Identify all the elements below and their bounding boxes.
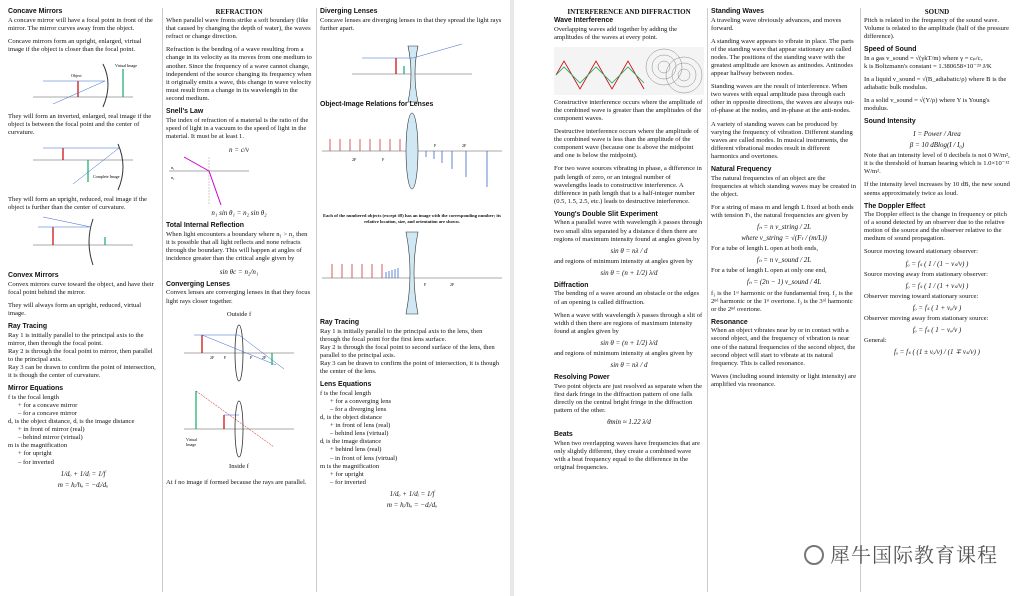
- diverging-lenses-heading: Diverging Lenses: [320, 8, 378, 15]
- doppler-eq-3: fₒ = fₛ ( 1 + vₒ/v ): [912, 303, 962, 312]
- sound-heading: SOUND: [924, 8, 950, 16]
- convex-mirrors-heading: Convex Mirrors: [8, 272, 59, 280]
- svg-text:F: F: [434, 143, 437, 149]
- diffraction-heading: Diffraction: [554, 281, 589, 289]
- sos-solid: In a solid v_sound = √(Y/ρ) where Y is Young's modulus.: [864, 97, 990, 113]
- sw-p1: A traveling wave obviously advances, and moves forward.: [711, 16, 842, 32]
- concave-p4: They will form an upright, reduced, real image if the object is further than the center of curvature.: [8, 196, 147, 212]
- list-item: – for a concave mirror: [18, 409, 77, 417]
- lens-equations-heading: Lens Equations: [320, 381, 372, 389]
- svg-text:F: F: [224, 354, 227, 360]
- resonance-heading: Resonance: [711, 318, 748, 326]
- wave-interference-heading: Wave Interference: [554, 17, 614, 25]
- magnification-equation: m = hᵢ/hₒ = −dᵢ/dₒ: [57, 480, 109, 489]
- res-p1: When an object vibrates near by or in contact with a second object, and the frequency of vibration is near one of the natural frequencies of the second object, the second object will start to vibrate at its natural frequency. This is called resonance.: [711, 327, 856, 367]
- inside-f-label: Inside f: [229, 462, 249, 470]
- diff-p3: and regions of minimum intensity at angles given by: [554, 350, 693, 358]
- svg-text:Virtual: Virtual: [186, 436, 198, 442]
- svg-text:F: F: [382, 157, 385, 163]
- refraction-p2: Refraction is the bending of a wave resulting from a change in its velocity as its moves from one medium to another. Since the frequency of a wave cannot change, independent of the source changing its frequency when it originally emits a wave, this change in wave velocity must result from a change in its wavelength in the second medium.: [166, 46, 312, 102]
- critical-angle-equation: sin θc = n₂/n₁: [219, 267, 259, 276]
- rp-equation: θmin ≈ 1.22 λ/d: [607, 418, 651, 427]
- snell-p1: The index of refraction of a material is the ratio of the speed of light in a vacuum to the speed of light in the material. It must be at least 1.: [166, 116, 309, 140]
- complete-image-label: Complete Image: [93, 174, 120, 180]
- mirror-equation: 1/dₒ + 1/dᵢ = 1/f: [60, 469, 106, 478]
- doppler-case-2: Source moving away from stationary observer:: [864, 270, 988, 278]
- list-item: – behind lens (virtual): [330, 430, 389, 438]
- tir-p1: When light encounters a boundary where n₁ > n₂ then it is possible that all light reflects and none refracts through the boundary. This will happen at angles of incidence greater than the critical angle given by: [166, 230, 308, 262]
- svg-text:F: F: [250, 354, 253, 360]
- concave-mirrors-heading: Concave Mirrors: [8, 8, 63, 15]
- ydse-max-equation: sin θ = nλ / d: [610, 246, 648, 255]
- lens-ray-p3: Ray 3 can be drawn to confirm the point of intersection, it is though the center of the lens.: [320, 360, 500, 376]
- sw-p2: A standing wave appears to vibrate in place. The parts of the standing wave that appear stationary are called nodes. The positions of the standing wave with the greatest amplitude are known as antinodes. Antinodes appear halfway between nodes.: [711, 37, 854, 78]
- svg-text:2F: 2F: [210, 354, 215, 360]
- ray-p3: Ray 3 can be drawn to confirm the point of intersection, it is though the center of curvature.: [8, 364, 156, 380]
- list-item: + for a concave mirror: [18, 401, 78, 409]
- diverging-lens-diagram: [352, 38, 472, 96]
- sos-gas: In a gas v_sound = √(γkT/m) where γ = cₚ/cᵥ: [864, 54, 983, 62]
- list-item: + for upright: [330, 470, 364, 478]
- ray-p2: Ray 2 is through the focal point to mirror, then parallel to the principal axis.: [8, 347, 153, 363]
- doppler-eq-5: fₒ = fₛ ( (1 ± vₒ/v) / (1 ∓ vₛ/v) ): [893, 348, 981, 357]
- doppler-p1: The Doppler effect is the change in frequency or pitch of a sound detected by an observer due to the relative motion of the source and the observer relative to the medium of sound propagation.: [864, 211, 1007, 243]
- virtual-image-label: Virtual Image: [115, 62, 138, 68]
- lens-magnification-equation: m = hᵢ/hₒ = −dᵢ/dₒ: [386, 500, 438, 509]
- standing-waves-heading: Standing Waves: [711, 8, 764, 15]
- svg-text:2F: 2F: [462, 143, 467, 149]
- list-item: + in front of mirror (real): [18, 426, 85, 434]
- wi-p4: For two wave sources vibrating in phase, a difference in path length of zero, or an integral number of wavelengths leads to constructive interference. A difference in path length that is a half-integer number (0.5, 1.5, 2.5, etc.) leads to destructive interference.: [554, 165, 702, 205]
- si-p1: Note that an intensity level of 0 decibels is not 0 W/m², it is the threshold of human hearing which is 1.0×10⁻¹² W/m².: [864, 152, 1010, 176]
- nf-p5: f₁ is the 1ˢᵗ harmonic or the fundamental freq. f₂ is the 2ⁿᵈ harmonic or the 1ˢᵗ overtone. f₃ is the 3ʳᵈ harmonic or the 2ⁿᵈ overtone.: [711, 289, 853, 313]
- index-equation: n = c/v: [229, 145, 249, 154]
- list-item: – behind mirror (virtual): [18, 434, 83, 442]
- doppler-eq-1: fₒ = fₛ ( 1 / (1 − vₛ/v) ): [905, 259, 969, 268]
- object-image-heading: Object-Image Relations for Lenses: [320, 100, 434, 108]
- nf-p4: For a tube of length L open at only one end,: [711, 267, 827, 275]
- doppler-heading: The Doppler Effect: [864, 202, 926, 210]
- concave-p1: A concave mirror will have a focal point in front of the mirror. The mirror curves away from the object.: [8, 16, 153, 32]
- ydse-min-equation: sin θ = (n + 1/2) λ/d: [600, 268, 658, 277]
- list-item: m is the magnification: [8, 442, 68, 450]
- wi-p3: Destructive interference occurs where the amplitude of the combined wave is less than the amplitude of the component wave (because one is above the midpoint and one is below the midpoint).: [554, 128, 699, 160]
- fno-image-note: At f no image if formed because the rays are parallel.: [166, 478, 307, 486]
- wi-p1: Overlapping waves add together by adding the amplitudes of the waves at every point.: [554, 25, 678, 41]
- snell-equation: n₁ sin θ₁ = n₂ sin θ₂: [211, 208, 267, 217]
- right-column-interference: [554, 8, 704, 592]
- conv-p1: Convex lenses are converging lenses in that they focus light rays closer together.: [166, 289, 311, 305]
- sound-p1: Pitch is related to the frequency of the sound wave. Volume is related to the amplitude (half of the pressure difference).: [864, 17, 1010, 41]
- resolving-power-heading: Resolving Power: [554, 374, 610, 382]
- doppler-eq-4: fₒ = fₛ ( 1 − vₒ/v ): [912, 326, 962, 335]
- right-page: [514, 0, 1024, 596]
- concave-real-diagram: [33, 142, 133, 192]
- ydse-p2: and regions of minimum intensity at angles given by: [554, 257, 693, 265]
- interference-pattern-image: [554, 47, 704, 95]
- svg-text:n₂: n₂: [171, 174, 175, 180]
- object-image-caption: Each of the numbered objects (except #8) has an image with the corresponding number; its relative location, size, and orientation are shown.: [323, 213, 501, 224]
- si-p2: If the intensity level increases by 10 dB, the new sound seems approximately twice as loud.: [864, 181, 1010, 197]
- diff-min-equation: sin θ = nλ / d: [610, 361, 648, 370]
- list-item: + for upright: [18, 450, 52, 458]
- diverging-object-image-diagram: [322, 228, 502, 314]
- beats-heading: Beats: [554, 431, 573, 439]
- svg-text:2F: 2F: [262, 354, 267, 360]
- ydse-p1: When a parallel wave with wavelength λ passes through two small slits separated by a distance d then there are regions of maximum intensity found at angles given by: [554, 219, 703, 243]
- sound-intensity-heading: Sound Intensity: [864, 118, 916, 126]
- open-tube-equation: fₙ = n v_sound / 2L: [756, 256, 812, 265]
- lens-ray-tracing-heading: Ray Tracing: [320, 319, 360, 327]
- lens-equation: 1/dₒ + 1/dᵢ = 1/f: [389, 489, 435, 498]
- doppler-case-1: Source moving toward stationary observer:: [864, 248, 978, 256]
- svg-text:Object: Object: [71, 72, 82, 78]
- nf-p3: For a tube of length L open at both ends,: [711, 245, 819, 253]
- sos-liquid: In a liquid v_sound = √(B_adiabatic/ρ) where B is the adiabatic bulk modulus.: [864, 76, 1007, 92]
- diff-max-equation: sin θ = (n + 1/2) λ/d: [600, 338, 658, 347]
- refraction-heading: REFRACTION: [215, 8, 263, 16]
- nf-p1: The natural frequencies of an object are the frequencies at which standing waves may be created in the object.: [711, 174, 857, 198]
- list-item: – for a diverging lens: [330, 405, 387, 413]
- doppler-eq-2: fₒ = fₛ ( 1 / (1 + vₛ/v) ): [905, 281, 969, 290]
- sos-k: k is Boltzmann's constant = 1.380658×10⁻²³ J/K: [864, 62, 992, 70]
- diff-p2: When a wave with wavelength λ passes through a slit of width d then there are regions of maximum intensity found at angles given by: [554, 311, 703, 335]
- watermark: [804, 539, 998, 568]
- list-item: f is the focal length: [320, 389, 371, 397]
- sw-p3: Standing waves are the result of interference. When two waves with equal amplitude pass through each other in opposite directions, the waves are always out-of-phase at the nodes, and in-phase at the anti-nodes.: [711, 83, 855, 115]
- list-item: + behind lens (real): [330, 446, 382, 454]
- ydse-heading: Young's Double Slit Experiment: [554, 210, 658, 218]
- convex-p2: They will always form an upright, reduced, virtual image.: [8, 302, 142, 318]
- res-p2: Waves (including sound intensity or light intensity) are amplified via resonance.: [711, 372, 857, 388]
- outside-f-label: Outside f: [226, 310, 252, 318]
- concave-p2: Concave mirrors form an upright, enlarged, virtual image if the object is closer than the focal point.: [8, 37, 142, 53]
- svg-text:2F: 2F: [450, 282, 455, 288]
- concave-p3: They will form an inverted, enlarged, real image if the object is between the focal point and the center of curvature.: [8, 112, 152, 137]
- watermark-text: 犀牛国际教育课程: [830, 543, 998, 567]
- closed-tube-equation: fₙ = (2n − 1) v_sound / 4L: [746, 278, 822, 287]
- lens-ray-p1: Ray 1 is initially parallel to the principal axis to the lens, then through the focal point for the first lens surface.: [320, 327, 483, 343]
- interference-heading: INTERFERENCE AND DIFFRACTION: [567, 8, 691, 16]
- svg-text:2F: 2F: [352, 157, 357, 163]
- list-item: dᵢ is the image distance: [320, 438, 382, 446]
- list-item: – in front of lens (virtual): [330, 454, 398, 462]
- speed-of-sound-heading: Speed of Sound: [864, 46, 917, 54]
- doppler-case-5: General:: [864, 337, 887, 345]
- converging-lenses-heading: Converging Lenses: [166, 280, 230, 288]
- right-column-sound: [860, 8, 1010, 592]
- list-item: – for inverted: [330, 478, 366, 486]
- right-column-standing-waves: [707, 8, 857, 592]
- convex-p1: Convex mirrors curve toward the object, and have their focal point behind the mirror.: [8, 280, 154, 296]
- svg-text:n₁: n₁: [171, 164, 175, 170]
- svg-text:Image: Image: [186, 441, 196, 447]
- string-frequency-equation: fₙ = n v_string / 2L: [757, 222, 811, 231]
- object-image-relations-diagram: [322, 111, 502, 209]
- wi-p2: Constructive interference occurs where the amplitude of the combined wave is greater than the amplitudes of the component waves.: [554, 98, 703, 122]
- converging-lens-inside-diagram: [184, 387, 294, 459]
- div-p1: Concave lenses are diverging lenses in that they spread the light rays further apart.: [320, 16, 502, 32]
- snell-diagram: [169, 157, 309, 205]
- ray-tracing-heading: Ray Tracing: [8, 323, 48, 331]
- convex-diagram: [33, 217, 133, 267]
- beats-p1: When two overlapping waves have frequencies that are only slightly different, they create a combined wave with a beat frequency equal to the difference in the original frequencies.: [554, 439, 700, 471]
- list-item: dₒ is the object distance: [320, 414, 382, 422]
- lens-ray-p2: Ray 2 is through the focal point to second surface of the lens, then parallel to the principal axis.: [320, 343, 495, 359]
- concave-virtual-diagram: [33, 59, 138, 109]
- mirror-equations-list: [8, 394, 158, 467]
- left-page: [0, 0, 510, 596]
- decibel-equation: β = 10 dBlog(I / I₀): [909, 141, 965, 150]
- sw-p4: A variety of standing waves can be produced by varying the frequency of vibration. Different standing waves are called modes. In musical instruments, the different vibrational modes result in different harmonics and overtones.: [711, 120, 853, 160]
- snells-law-heading: Snell's Law: [166, 108, 204, 116]
- tir-heading: Total Internal Reflection: [166, 222, 244, 229]
- list-item: – for inverted: [18, 458, 54, 466]
- diff-p1: The bending of a wave around an obstacle or the edges of an opening is called diffraction.: [554, 290, 700, 306]
- list-item: + in front of lens (real): [330, 422, 391, 430]
- rp-p1: Two point objects are just resolved as separate when the first dark fringe in the diffraction pattern of one falls directly on the central bright fringe in the diffraction pattern of the other.: [554, 382, 703, 414]
- string-speed-equation: where v_string = √(Fₜ / (m/L)): [741, 234, 827, 243]
- left-column-mirrors: [8, 8, 158, 592]
- list-item: m is the magnification: [320, 462, 380, 470]
- list-item: dₒ is the object distance, dᵢ is the image distance: [8, 418, 135, 426]
- refraction-p1: When parallel wave fronts strike a soft boundary (like that caused by changing the depth of water), the waves refract or change direction.: [166, 17, 311, 41]
- doppler-case-4: Observer moving away from stationary source:: [864, 315, 989, 323]
- wechat-icon: [804, 545, 824, 565]
- ray-p1: Ray 1 is initially parallel to the principal axis to the mirror, then through the focal point.: [8, 331, 144, 347]
- list-item: f is the focal length: [8, 393, 59, 401]
- list-item: + for a converging lens: [330, 397, 392, 405]
- nf-p2: For a string of mass m and length L fixed at both ends with tension Fₜ, the natural frequencies are given by: [711, 203, 854, 219]
- natural-frequency-heading: Natural Frequency: [711, 166, 772, 173]
- lens-equations-list: [320, 390, 504, 487]
- svg-text:F: F: [424, 282, 427, 288]
- intensity-equation: I = Power / Area: [913, 129, 961, 138]
- mirror-equations-heading: Mirror Equations: [8, 385, 64, 393]
- left-column-refraction: [162, 8, 312, 592]
- left-column-lenses: [316, 8, 504, 592]
- doppler-case-3: Observer moving toward stationary source:: [864, 292, 979, 300]
- converging-lens-outside-diagram: [184, 321, 294, 383]
